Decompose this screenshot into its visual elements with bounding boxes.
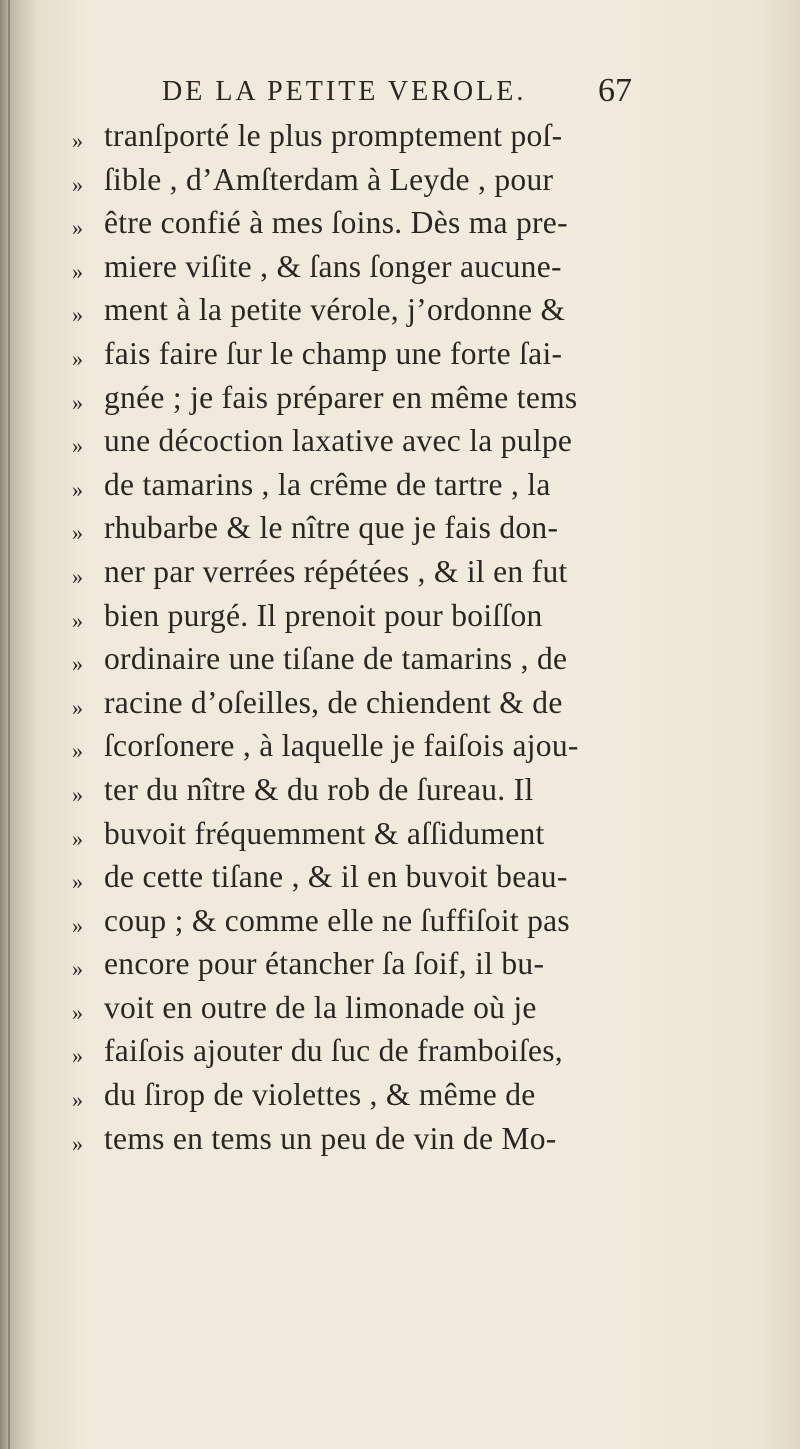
- quote-mark: »: [72, 215, 83, 241]
- quote-mark: »: [72, 694, 83, 720]
- quote-mark: »: [72, 956, 83, 982]
- quote-mark: »: [72, 869, 83, 895]
- text-line: [58, 334, 648, 378]
- book-gutter: [0, 0, 36, 1449]
- quote-mark: »: [72, 1043, 83, 1069]
- line-text: tranſporté le plus promptement poſ-: [104, 118, 563, 153]
- quote-mark: »: [72, 389, 83, 415]
- text-line: [58, 988, 648, 1032]
- text-line: [58, 857, 648, 901]
- text-line: [58, 1031, 648, 1075]
- quote-mark: »: [72, 520, 83, 546]
- line-text: ſcorſonere , à laquelle je faiſois ajou-: [104, 728, 579, 764]
- text-line: [58, 203, 648, 247]
- text-line: [58, 770, 648, 814]
- line-text: de tamarins , la crême de tartre , la: [104, 466, 551, 502]
- line-text: une décoction laxative avec la pulpe: [104, 423, 573, 459]
- quote-mark: »: [72, 128, 83, 153]
- text-line: [58, 378, 648, 422]
- page-header: [162, 70, 632, 118]
- line-text: ter du nître & du rob de ſureau. Il: [104, 771, 534, 807]
- text-line: [58, 508, 648, 552]
- quote-mark: »: [72, 781, 83, 807]
- body-text: [58, 116, 648, 1162]
- line-text: voit en outre de la limonade où je: [104, 989, 537, 1025]
- text-line: [58, 552, 648, 596]
- running-title: DE LA PETITE VEROLE.: [162, 76, 527, 107]
- quote-mark: »: [72, 825, 83, 851]
- text-line: [58, 421, 648, 465]
- text-line: [58, 465, 648, 509]
- line-text: ordinaire une tiſane de tamarins , de: [104, 641, 568, 677]
- text-line: [58, 160, 648, 204]
- line-text: ſible , d’Amſterdam à Leyde , pour: [104, 161, 554, 197]
- line-text: coup ; & comme elle ne ſuffiſoit pas: [104, 902, 570, 938]
- quote-mark: »: [72, 651, 83, 677]
- line-text: miere viſite , & ſans ſonger aucune-: [104, 248, 562, 284]
- line-text: gnée ; je fais préparer en même tems: [104, 379, 578, 415]
- quote-mark: »: [72, 738, 83, 764]
- line-text: buvoit fréquemment & aſſidument: [104, 815, 545, 851]
- line-text: être confié à mes ſoins. Dès ma pre-: [104, 205, 568, 241]
- text-line: [58, 944, 648, 988]
- text-line: [58, 116, 648, 160]
- text-line: [58, 683, 648, 727]
- line-text: tems en tems un peu de vin de Mo-: [104, 1120, 557, 1156]
- line-text: racine d’oſeilles, de chiendent & de: [104, 684, 563, 720]
- quote-mark: »: [72, 607, 83, 633]
- line-text: du ſirop de violettes , & même de: [104, 1077, 536, 1113]
- quote-mark: »: [72, 999, 83, 1025]
- line-text: fais faire ſur le champ une forte ſai-: [104, 335, 563, 371]
- binding-edge: [8, 0, 10, 1449]
- line-text: faiſois ajouter du ſuc de framboiſes,: [104, 1033, 563, 1069]
- quote-mark: »: [72, 476, 83, 502]
- quote-mark: »: [72, 302, 83, 328]
- text-line: [58, 639, 648, 683]
- quote-mark: »: [72, 171, 83, 197]
- text-line: [58, 247, 648, 291]
- text-line: [58, 290, 648, 334]
- text-line: [58, 1075, 648, 1119]
- quote-mark: »: [72, 1087, 83, 1113]
- quote-mark: »: [72, 258, 83, 284]
- line-text: de cette tiſane , & il en buvoit beau-: [104, 859, 568, 895]
- line-text: ner par verrées répétées , & il en fut: [104, 553, 568, 589]
- line-text: rhubarbe & le nître que je fais don-: [104, 510, 559, 546]
- line-text: ment à la petite vérole, j’ordonne &: [104, 292, 566, 328]
- line-text: encore pour étancher ſa ſoif, il bu-: [104, 946, 545, 982]
- quote-mark: »: [72, 345, 83, 371]
- line-text: bien purgé. Il prenoit pour boiſſon: [104, 597, 543, 633]
- text-line: [58, 814, 648, 858]
- text-line: [58, 1119, 648, 1163]
- text-line: [58, 726, 648, 770]
- quote-mark: »: [72, 1130, 83, 1156]
- page-number: 67: [598, 72, 632, 109]
- text-line: [58, 901, 648, 945]
- quote-mark: »: [72, 563, 83, 589]
- quote-mark: »: [72, 912, 83, 938]
- quote-mark: »: [72, 433, 83, 459]
- text-line: [58, 596, 648, 640]
